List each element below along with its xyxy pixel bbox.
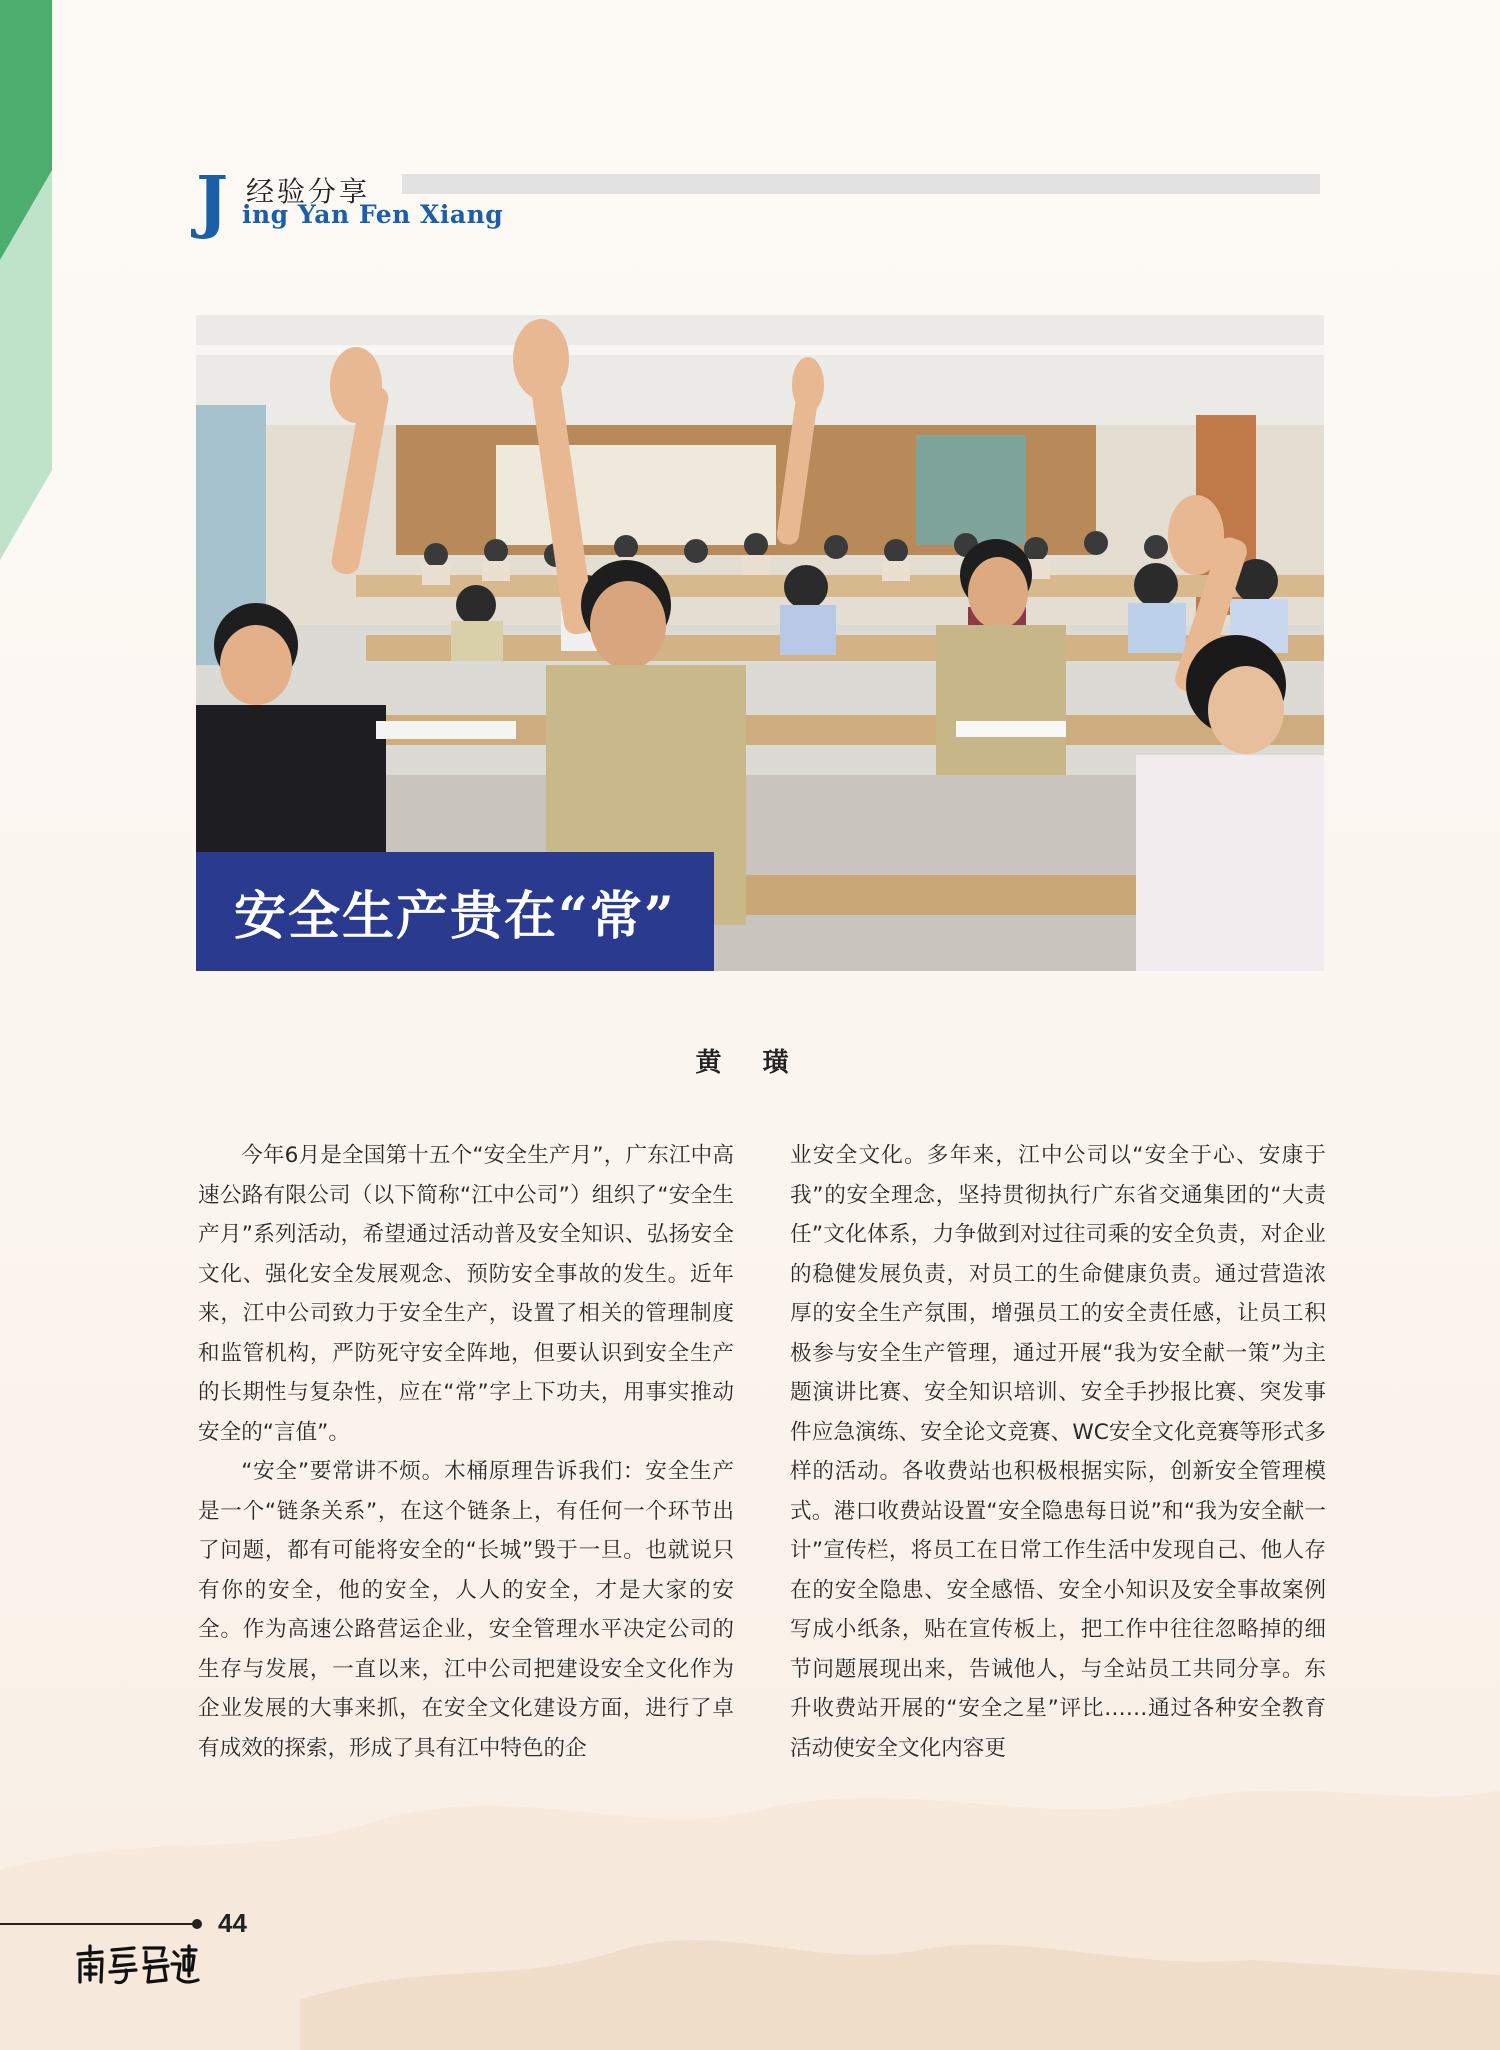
article-column-right <box>790 1136 1326 1768</box>
section-title-pinyin: ing Yan Fen Xiang <box>242 200 504 229</box>
section-header-bar <box>402 174 1320 194</box>
section-initial-letter: J <box>196 162 229 242</box>
footer-rule <box>0 1923 196 1925</box>
article-title-banner <box>196 852 714 971</box>
paragraph: 今年6月是全国第十五个“安全生产月”，广东江中高速公路有限公司（以下简称“江中公司”）组织了“安全生产月”系列活动，希望通过活动普及安全知识、弘扬安全文化、强化安全发展观念、预防安全事故的发生。近年来，江中公司致力于安全生产，设置了相关的管理制度和监管机构，严防死守安全阵地，但要认识到安全生产的长期性与复杂性，应在“常”字上下功夫，用事实推动安全的“言值”。 <box>198 1143 734 1445</box>
footer-dot <box>192 1919 202 1929</box>
article-author: 黄 璜 <box>695 1048 805 1078</box>
paragraph: 业安全文化。多年来，江中公司以“安全于心、安康于我”的安全理念，坚持贯彻执行广东省交通集团的“大责任”文化体系，力争做到对过往司乘的安全负责，对企业的稳健发展负责，对员工的生命健康负责。通过营造浓厚的安全生产氛围，增强员工的安全责任感，让员工积极参与安全生产管理，通过开展“我为安全献一策”为主题演讲比赛、安全知识培训、安全手抄报比赛、突发事件应急演练、安全论文竞赛、WC安全文化竞赛等形式多样的活动。各收费站也积极根据实际，创新安全管理模式。港口收费站设置“安全隐患每日说”和“我为安全献一计”宣传栏，将员工在日常工作生活中发现自己、他人存在的安全隐患、安全感悟、安全小知识及安全事故案例写成小纸条，贴在宣传板上，把工作中往往忽略掉的细节问题展现出来，告诫他人，与全站员工共同分享。东升收费站开展的“安全之星”评比……通过各种安全教育活动使安全文化内容更 <box>790 1143 1326 1761</box>
section-title-cn: 经验分享 <box>246 175 371 208</box>
paragraph: “安全”要常讲不烦。木桶原理告诉我们：安全生产是一个“链条关系”，在这个链条上，有任何一个环节出了问题，都有可能将安全的“长城”毁于一旦。也就说只有你的安全，他的安全，人人的安全，才是大家的安全。作为高速公路营运企业，安全管理水平决定公司的生存与发展，一直以来，江中公司把建设安全文化作为企业发展的大事来抓，在安全文化建设方面，进行了卓有成效的探索，形成了具有江中特色的企 <box>198 1459 734 1761</box>
page-number: 44 <box>218 1908 247 1938</box>
section-header <box>196 162 1326 246</box>
article-column-left <box>198 1136 734 1768</box>
decorative-green-band <box>0 0 52 560</box>
article-title: 安全生产贵在“常” <box>234 886 676 947</box>
magazine-logo <box>74 1942 200 1988</box>
